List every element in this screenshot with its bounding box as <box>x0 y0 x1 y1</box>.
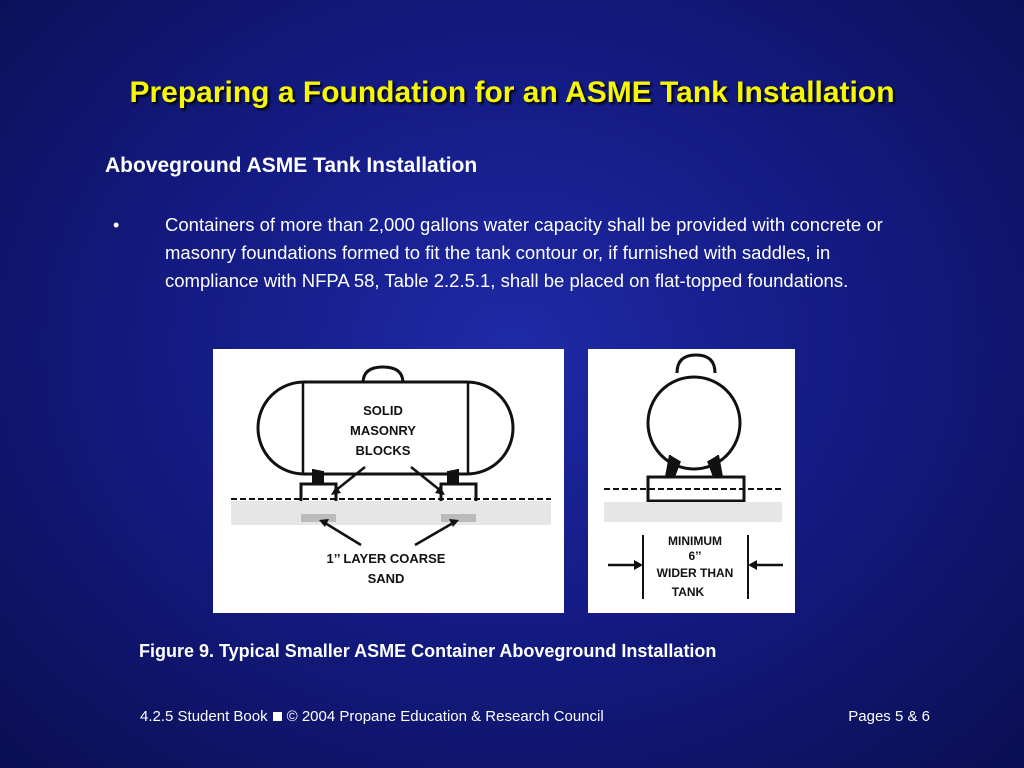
square-bullet-icon <box>273 712 282 721</box>
footer-pages: Pages 5 & 6 <box>848 708 930 725</box>
label-sand: SAND <box>367 571 405 586</box>
tank-end-view-figure <box>588 349 795 613</box>
bullet-item <box>113 211 933 295</box>
footer-left <box>140 708 604 725</box>
label-masonry: MASONRY <box>350 423 416 438</box>
bullet-icon: • <box>113 215 120 235</box>
horizontal-tank-figure <box>213 349 564 613</box>
slide-title: Preparing a Foundation for an ASME Tank Installation <box>129 76 895 109</box>
label-layer-coarse: 1’’ LAYER COARSE <box>326 551 446 566</box>
bullet-text: Containers of more than 2,000 gallons water capacity shall be provided with concrete or masonry foundations formed to fit the tank contour or, if furnished with saddles, in compliance with NFPA 58, Table 2.2.5.1, shall be placed on flat-topped foundations. <box>165 214 883 291</box>
label-six-inch: 6’’ <box>688 549 702 563</box>
label-wider-than: WIDER THAN <box>656 566 734 580</box>
tank-end-view-drawing <box>588 349 795 613</box>
footer-book-ref: 4.2.5 Student Book <box>140 708 268 725</box>
label-tank: TANK <box>671 585 705 599</box>
label-minimum: MINIMUM <box>668 534 722 548</box>
label-blocks: BLOCKS <box>355 443 411 458</box>
figure-caption: Figure 9. Typical Smaller ASME Container Aboveground Installation <box>139 641 717 661</box>
footer-copyright: © 2004 Propane Education & Research Council <box>286 708 604 725</box>
label-solid: SOLID <box>363 403 403 418</box>
horizontal-tank-drawing <box>213 349 564 613</box>
slide-footer <box>140 708 930 725</box>
section-subtitle: Aboveground ASME Tank Installation <box>105 154 478 177</box>
